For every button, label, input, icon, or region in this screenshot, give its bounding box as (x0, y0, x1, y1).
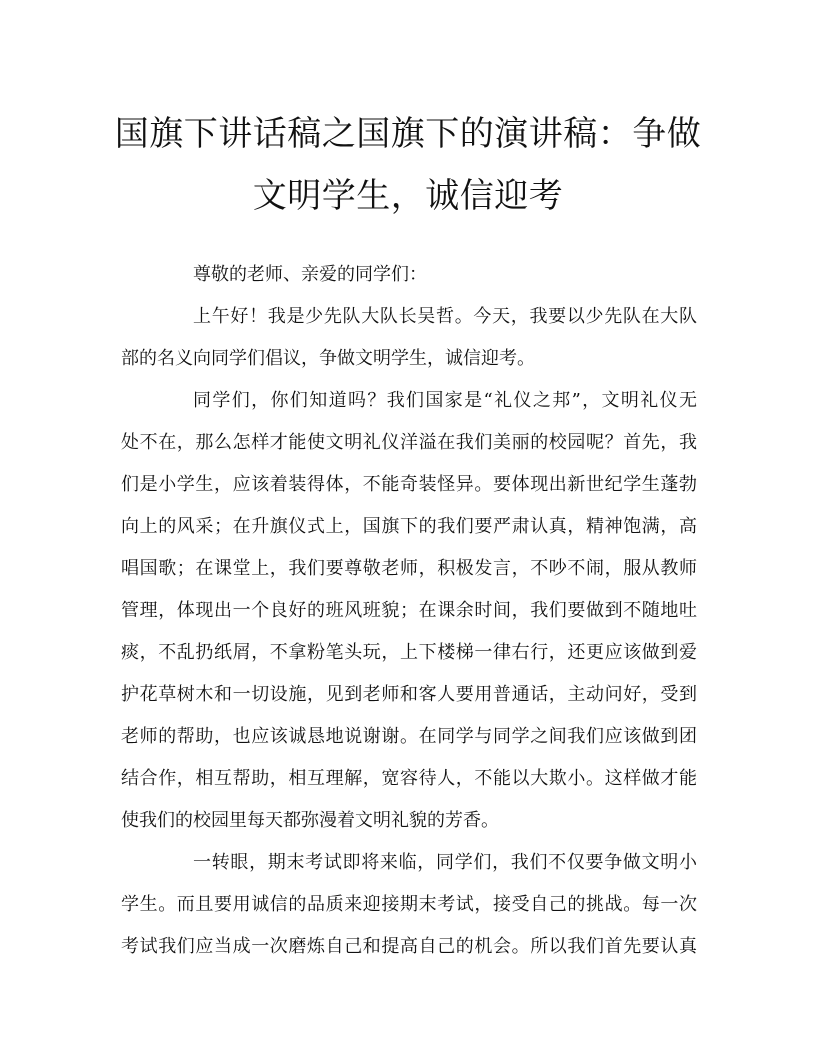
paragraph-3-line-3: 们是小学生，应该着装得体，不能奇装怪异。要体现出新世纪学生蓬勃 (121, 474, 697, 495)
paragraph-2-line-2: 部的名义向同学们倡议，争做文明学生，诚信迎考。 (121, 348, 535, 369)
paragraph-3-line-5: 唱国歌；在课堂上，我们要尊敬老师，积极发言，不吵不闹，服从教师 (121, 558, 697, 579)
paragraph-3-line-2: 处不在，那么怎样才能使文明礼仪洋溢在我们美丽的校园呢？首先，我 (121, 432, 697, 453)
paragraph-3-line-1: 同学们，你们知道吗？我们国家是“礼仪之邦”，文明礼仪无 (193, 390, 697, 411)
paragraph-1-line-1: 尊敬的老师、亲爱的同学们： (193, 264, 427, 285)
document-title-line-1: 国旗下讲话稿之国旗下的演讲稿：争做 (114, 114, 702, 154)
paragraph-2-line-1: 上午好！我是少先队大队长吴哲。今天，我要以少先队在大队 (193, 306, 697, 327)
paragraph-3-line-8: 护花草树木和一切设施，见到老师和客人要用普通话，主动问好，受到 (121, 684, 697, 705)
paragraph-3-line-6: 管理，体现出一个良好的班风班貌；在课余时间，我们要做到不随地吐 (121, 600, 697, 621)
paragraph-4-line-3: 考试我们应当成一次磨炼自己和提高自己的机会。所以我们首先要认真 (121, 936, 697, 957)
paragraph-3-line-11: 使我们的校园里每天都弥漫着文明礼貌的芳香。 (121, 810, 499, 831)
paragraph-4-line-1: 一转眼，期末考试即将来临，同学们，我们不仅要争做文明小 (193, 852, 697, 873)
document-title-line-2: 文明学生，诚信迎考 (252, 176, 564, 216)
paragraph-3-line-7: 痰，不乱扔纸屑，不拿粉笔头玩，上下楼梯一律右行，还更应该做到爱 (121, 642, 697, 663)
paragraph-3-line-4: 向上的风采；在升旗仪式上，国旗下的我们要严肃认真，精神饱满，高 (121, 516, 697, 537)
paragraph-4-line-2: 学生。而且要用诚信的品质来迎接期末考试，接受自己的挑战。每一次 (121, 894, 697, 915)
document-body (121, 254, 697, 968)
paragraph-3-line-10: 结合作，相互帮助，相互理解，宽容待人，不能以大欺小。这样做才能 (121, 768, 697, 789)
paragraph-3-line-9: 老师的帮助，也应该诚恳地说谢谢。在同学与同学之间我们应该做到团 (121, 726, 697, 747)
